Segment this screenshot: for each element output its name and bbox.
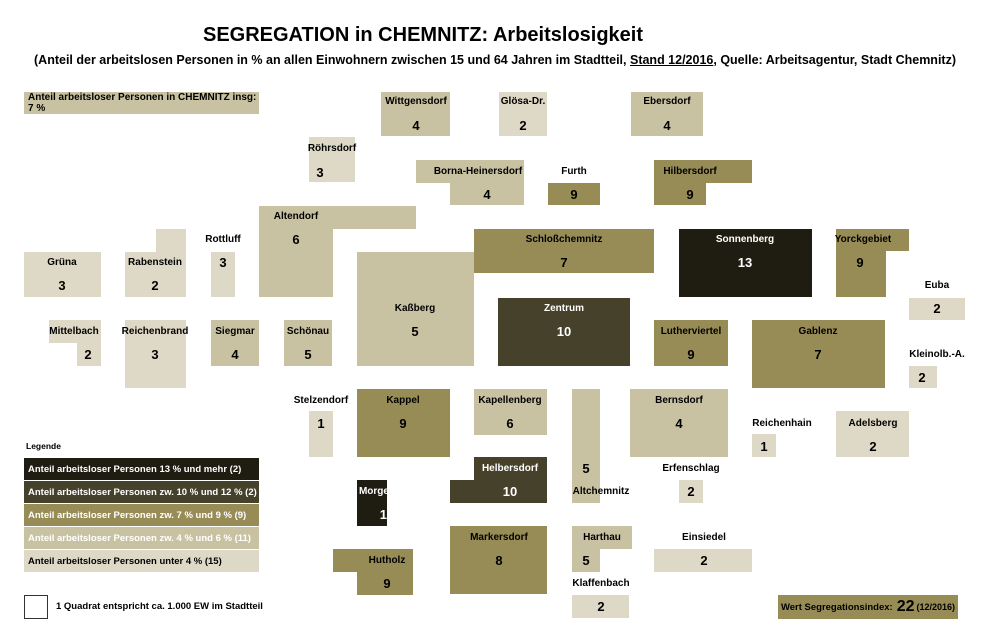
district-value-harthau: 5 xyxy=(582,553,590,568)
district-value-lutherviertel: 9 xyxy=(687,347,695,362)
district-value-zentrum: 10 xyxy=(556,324,572,339)
scale-square xyxy=(24,595,48,619)
district-value-kassberg: 5 xyxy=(411,324,419,339)
district-value-stelzendorf: 1 xyxy=(317,416,325,431)
district-value-kleinolb-a: 2 xyxy=(918,370,926,385)
district-value-altendorf: 6 xyxy=(292,232,300,247)
district-label-klaffenbach: Klaffenbach xyxy=(572,578,630,589)
district-label-siegmar: Siegmar xyxy=(215,326,255,337)
district-value-morgenleite: 13 xyxy=(379,507,395,522)
district-label-schonau: Schönau xyxy=(286,326,330,337)
district-label-furth: Furth xyxy=(561,166,587,177)
district-label-kassberg: Kaßberg xyxy=(394,303,436,314)
district-value-euba: 2 xyxy=(933,301,941,316)
district-value-furth: 9 xyxy=(570,187,578,202)
district-value-helbersdorf: 10 xyxy=(502,484,518,499)
district-label-rottluff: Rottluff xyxy=(205,234,241,245)
legend-item-10-12: Anteil arbeitsloser Personen zw. 10 % und 12 % (2) xyxy=(24,481,259,503)
district-label-ebersdorf: Ebersdorf xyxy=(643,96,691,107)
district-label-harthau: Harthau xyxy=(583,532,621,543)
district-label-einsiedel: Einsiedel xyxy=(682,532,726,543)
district-value-markersdorf: 8 xyxy=(495,553,503,568)
district-value-erfenschlag: 2 xyxy=(687,484,695,499)
district-label-gablenz: Gablenz xyxy=(798,326,838,337)
district-value-borna-heinersdorf: 4 xyxy=(483,187,491,202)
district-label-schlosschemnitz: Schloßchemnitz xyxy=(525,234,603,245)
district-label-yorckgebiet: Yorckgebiet xyxy=(834,234,892,245)
district-label-wittgensdorf: Wittgensdorf xyxy=(385,96,447,107)
district-value-kapellenberg: 6 xyxy=(506,416,514,431)
district-label-bernsdorf: Bernsdorf xyxy=(655,395,703,406)
district-value-ebersdorf: 4 xyxy=(663,118,671,133)
page-title: SEGREGATION in CHEMNITZ: Arbeitslosigkeit xyxy=(202,24,644,46)
district-label-hutholz: Hutholz xyxy=(368,555,406,566)
district-label-zentrum: Zentrum xyxy=(544,303,584,314)
district-value-schlosschemnitz: 7 xyxy=(560,255,568,270)
district-value-mittelbach: 2 xyxy=(84,347,92,362)
district-label-altchemnitz: Altchemnitz xyxy=(572,486,630,497)
segregation-index xyxy=(778,595,958,619)
seg-index-label: Wert Segregationsindex: xyxy=(780,601,893,613)
district-label-rabenstein: Rabenstein xyxy=(128,257,182,268)
district-label-hilbersdorf: Hilbersdorf xyxy=(663,166,717,177)
district-label-stelzendorf: Stelzendorf xyxy=(293,395,349,406)
district-label-altendorf: Altendorf xyxy=(273,211,319,222)
district-value-reichenhain: 1 xyxy=(760,439,768,454)
district-value-yorckgebiet: 9 xyxy=(856,255,864,270)
district-label-lutherviertel: Lutherviertel xyxy=(660,326,722,337)
district-value-einsiedel: 2 xyxy=(700,553,708,568)
district-value-rottluff: 3 xyxy=(219,255,227,270)
legend-item-under-4: Anteil arbeitsloser Personen unter 4 % (15) xyxy=(24,550,259,572)
district-label-euba: Euba xyxy=(924,280,950,291)
city-total-label: Anteil arbeitsloser Personen in CHEMNITZ insg: 7 % xyxy=(24,92,259,114)
seg-index-date: (12/2016) xyxy=(916,602,956,612)
legend-title: Legende xyxy=(26,441,61,451)
district-value-wittgensdorf: 4 xyxy=(412,118,420,133)
district-value-rabenstein: 2 xyxy=(151,278,159,293)
district-value-bernsdorf: 4 xyxy=(675,416,683,431)
district-value-rohrsdorf: 3 xyxy=(316,165,324,180)
district-label-helbersdorf: Helbersdorf xyxy=(481,463,539,474)
district-value-gablenz: 7 xyxy=(814,347,822,362)
district-value-adelsberg: 2 xyxy=(869,439,877,454)
district-value-klaffenbach: 2 xyxy=(597,599,605,614)
legend-item-7-9: Anteil arbeitsloser Personen zw. 7 % und 9 % (9) xyxy=(24,504,259,526)
scale-note: 1 Quadrat entspricht ca. 1.000 EW im Stadtteil xyxy=(56,601,263,612)
district-value-gruna: 3 xyxy=(58,278,66,293)
district-label-kappel: Kappel xyxy=(386,395,420,406)
district-value-kappel: 9 xyxy=(399,416,407,431)
subtitle-pre: (Anteil der arbeitslosen Personen in % an allen Einwohnern zwischen 15 und 64 Jahren im Stadtteil, xyxy=(34,53,630,67)
district-value-sonnenberg: 13 xyxy=(737,255,753,270)
district-label-kleinolb-a: Kleinolb.-A. xyxy=(909,349,965,360)
district-label-erfenschlag: Erfenschlag xyxy=(662,463,720,474)
district-value-glosa-dr: 2 xyxy=(519,118,527,133)
district-value-reichenbrand: 3 xyxy=(151,347,159,362)
district-label-kapellenberg: Kapellenberg xyxy=(478,395,542,406)
district-label-markersdorf: Markersdorf xyxy=(470,532,528,543)
subtitle xyxy=(0,53,990,67)
district-label-rohrsdorf: Röhrsdorf xyxy=(307,143,357,154)
district-label-gruna: Grüna xyxy=(47,257,77,268)
legend-item-4-6: Anteil arbeitsloser Personen zw. 4 % und 6 % (11) xyxy=(24,527,259,549)
district-label-mittelbach: Mittelbach xyxy=(49,326,99,337)
district-value-hilbersdorf: 9 xyxy=(686,187,694,202)
district-label-adelsberg: Adelsberg xyxy=(848,418,898,429)
legend-item-13-plus: Anteil arbeitsloser Personen 13 % und mehr (2) xyxy=(24,458,259,480)
district-label-reichenhain: Reichenhain xyxy=(752,418,812,429)
district-label-morgenleite: Morgenleite xyxy=(358,486,416,497)
district-label-glosa-dr: Glösa-Dr. xyxy=(500,96,546,107)
district-label-borna-heinersdorf: Borna-Heinersdorf xyxy=(433,166,523,177)
district-label-sonnenberg: Sonnenberg xyxy=(715,234,775,245)
district-value-altchemnitz: 5 xyxy=(582,461,590,476)
district-block-rabenstein-1 xyxy=(156,229,186,252)
subtitle-stand: Stand 12/2016 xyxy=(629,53,714,67)
district-value-schonau: 5 xyxy=(304,347,312,362)
seg-index-value: 22 xyxy=(896,598,915,615)
subtitle-post: , Quelle: Arbeitsagentur, Stadt Chemnitz) xyxy=(713,53,956,67)
district-value-hutholz: 9 xyxy=(383,576,391,591)
district-value-siegmar: 4 xyxy=(231,347,239,362)
district-label-reichenbrand: Reichenbrand xyxy=(121,326,189,337)
